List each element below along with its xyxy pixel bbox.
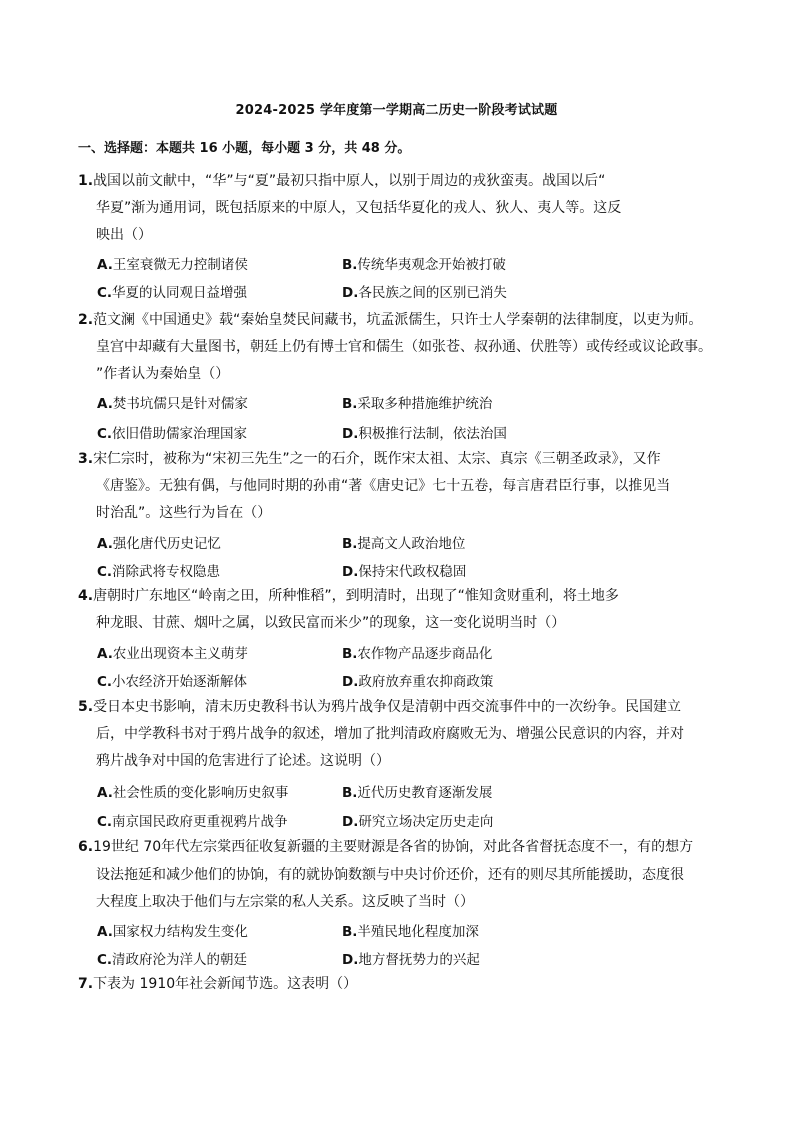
option-label: D. bbox=[342, 285, 359, 301]
option-text: 近代历史教育逐渐发展 bbox=[357, 785, 493, 801]
option-text: 社会性质的变化影响历史叙事 bbox=[112, 785, 289, 801]
question-5-line bbox=[78, 698, 681, 716]
option-text: 传统华夷观念开始被打破 bbox=[357, 257, 506, 273]
question-4-option-a[interactable] bbox=[97, 642, 248, 662]
exam-title: 2024-2025 学年度第一学期高二历史一阶段考试试题 bbox=[235, 103, 558, 118]
question-2-option-a[interactable] bbox=[97, 392, 248, 412]
option-text: 南京国民政府更重视鸦片战争 bbox=[112, 814, 288, 830]
option-label: C. bbox=[97, 426, 113, 442]
question-1-option-a[interactable] bbox=[97, 253, 248, 273]
option-text: 小农经济开始逐渐解体 bbox=[112, 674, 248, 690]
option-label: C. bbox=[97, 952, 113, 968]
section-heading: 一、选择题：本题共 16 小题，每小题 3 分，共 48 分。 bbox=[78, 141, 411, 156]
question-number: 2. bbox=[78, 312, 94, 328]
option-text: 华夏的认同观日益增强 bbox=[112, 285, 248, 301]
option-text: 政府放弃重农抑商政策 bbox=[358, 674, 494, 690]
question-number: 4. bbox=[78, 588, 94, 604]
option-label: A. bbox=[97, 257, 113, 273]
option-label: D. bbox=[342, 564, 359, 580]
question-2-line: ”作者认为秦始皇（） bbox=[96, 366, 230, 382]
option-label: D. bbox=[342, 814, 359, 830]
question-1-line: 华夏”渐为通用词，既包括原来的中原人，又包括华夏化的戎人、狄人、夷人等。这反 bbox=[96, 200, 622, 216]
question-4-option-d[interactable] bbox=[342, 670, 493, 690]
question-4-option-b[interactable] bbox=[342, 642, 492, 662]
option-text: 国家权力结构发生变化 bbox=[112, 924, 248, 940]
question-6-line: 大程度上取决于他们与左宗棠的私人关系。这反映了当时（） bbox=[96, 894, 474, 910]
question-text: 受日本史书影响，清末历史教科书认为鸦片战争仅是清朝中西交流事件中的一次纷争。民国建立 bbox=[93, 699, 682, 715]
question-6-line: 设法拖延和减少他们的协饷，有的就协饷数额与中央讨价还价，还有的则尽其所能援助，态度很 bbox=[96, 867, 684, 883]
question-6-option-b[interactable] bbox=[342, 920, 479, 940]
question-6-option-d[interactable] bbox=[342, 948, 480, 968]
question-6-line bbox=[78, 838, 693, 856]
question-1-option-b[interactable] bbox=[342, 253, 506, 273]
question-6-option-c[interactable] bbox=[97, 948, 247, 968]
option-text: 农作物产品逐步商品化 bbox=[357, 646, 493, 662]
question-text: 战国以前文献中，“华”与“夏”最初只指中原人，以别于周边的戎狄蛮夷。战国以后“ bbox=[93, 173, 606, 189]
question-3-option-a[interactable] bbox=[97, 532, 221, 552]
question-1-option-c[interactable] bbox=[97, 281, 247, 301]
option-label: A. bbox=[97, 396, 113, 412]
option-text: 半殖民地化程度加深 bbox=[357, 924, 479, 940]
question-2-option-c[interactable] bbox=[97, 422, 247, 442]
question-1-option-d[interactable] bbox=[342, 281, 507, 301]
option-text: 地方督抚势力的兴起 bbox=[358, 952, 480, 968]
question-2-line bbox=[78, 311, 702, 329]
option-label: A. bbox=[97, 536, 113, 552]
question-number: 5. bbox=[78, 699, 94, 715]
question-number: 3. bbox=[78, 451, 94, 467]
question-text: 下表为 1910年社会新闻节选。这表明（） bbox=[93, 976, 358, 992]
question-4-line: 种龙眼、甘蔗、烟叶之属，以致民富而米少”的现象，这一变化说明当时（） bbox=[96, 615, 566, 631]
question-2-option-b[interactable] bbox=[342, 392, 492, 412]
option-text: 积极推行法制，依法治国 bbox=[358, 426, 507, 442]
question-3-option-d[interactable] bbox=[342, 560, 466, 580]
question-6-option-a[interactable] bbox=[97, 920, 248, 940]
question-3-line: 时治乱”。这些行为旨在（） bbox=[96, 505, 272, 521]
option-label: A. bbox=[97, 785, 113, 801]
option-label: C. bbox=[97, 285, 113, 301]
question-number: 6. bbox=[78, 839, 94, 855]
option-label: C. bbox=[97, 814, 113, 830]
option-label: B. bbox=[342, 257, 358, 273]
question-text: 范文澜《中国通史》载“秦始皇焚民间藏书，坑孟派儒生，只许士人学秦朝的法律制度，以吏为师。 bbox=[93, 312, 703, 328]
option-text: 各民族之间的区别已消失 bbox=[358, 285, 507, 301]
question-3-line bbox=[78, 450, 661, 468]
option-label: C. bbox=[97, 564, 113, 580]
option-text: 清政府沦为洋人的朝廷 bbox=[112, 952, 248, 968]
option-label: B. bbox=[342, 536, 358, 552]
option-label: D. bbox=[342, 674, 359, 690]
question-4-line bbox=[78, 587, 619, 605]
question-2-option-d[interactable] bbox=[342, 422, 507, 442]
option-label: B. bbox=[342, 646, 358, 662]
option-text: 焚书坑儒只是针对儒家 bbox=[112, 396, 248, 412]
option-text: 农业出现资本主义萌芽 bbox=[112, 646, 248, 662]
option-label: A. bbox=[97, 924, 113, 940]
option-text: 王室衰微无力控制诸侯 bbox=[112, 257, 248, 273]
question-5-option-a[interactable] bbox=[97, 781, 288, 801]
question-2-line: 皇宫中却藏有大量图书，朝廷上仍有博士官和儒生（如张苍、叔孙通、伏胜等）或传经或议论政事。 bbox=[96, 339, 712, 355]
question-5-option-d[interactable] bbox=[342, 810, 493, 830]
question-3-line: 《唐鉴》。无独有偶，与他同时期的孙甫“著《唐史记》七十五卷，每言唐君臣行事，以推见当 bbox=[96, 478, 671, 494]
question-5-line: 后，中学教科书对于鸦片战争的叙述，增加了批判清政府腐败无为、增强公民意识的内容，并对 bbox=[96, 726, 684, 742]
question-7-line bbox=[78, 975, 357, 993]
option-text: 依旧借助儒家治理国家 bbox=[112, 426, 248, 442]
question-text: 唐朝时广东地区“岭南之田，所种惟稻”，到明清时，出现了“惟知贪财重利，将土地多 bbox=[93, 588, 619, 604]
option-label: D. bbox=[342, 426, 359, 442]
question-number: 1. bbox=[78, 173, 94, 189]
option-label: D. bbox=[342, 952, 359, 968]
question-1-line: 映出（） bbox=[96, 227, 152, 243]
option-label: B. bbox=[342, 396, 358, 412]
option-label: B. bbox=[342, 785, 358, 801]
question-4-option-c[interactable] bbox=[97, 670, 247, 690]
question-5-line: 鸦片战争对中国的危害进行了论述。这说明（） bbox=[96, 753, 390, 769]
question-text: 19世纪 70年代左宗棠西征收复新疆的主要财源是各省的协饷，对此各省督抚态度不一，有的想方 bbox=[93, 839, 694, 855]
option-label: B. bbox=[342, 924, 358, 940]
question-1-line bbox=[78, 172, 605, 190]
question-5-option-b[interactable] bbox=[342, 781, 492, 801]
option-label: A. bbox=[97, 646, 113, 662]
question-5-option-c[interactable] bbox=[97, 810, 288, 830]
option-text: 采取多种措施维护统治 bbox=[357, 396, 493, 412]
option-label: C. bbox=[97, 674, 113, 690]
option-text: 保持宋代政权稳固 bbox=[358, 564, 467, 580]
question-text: 宋仁宗时，被称为“宋初三先生”之一的石介，既作宋太祖、太宗、真宗《三朝圣政录》，又作 bbox=[93, 451, 661, 467]
option-text: 研究立场决定历史走向 bbox=[358, 814, 494, 830]
question-number: 7. bbox=[78, 976, 94, 992]
option-text: 强化唐代历史记忆 bbox=[112, 536, 221, 552]
option-text: 消除武将专权隐患 bbox=[112, 564, 221, 580]
question-3-option-c[interactable] bbox=[97, 560, 220, 580]
question-3-option-b[interactable] bbox=[342, 532, 465, 552]
option-text: 提高文人政治地位 bbox=[357, 536, 466, 552]
